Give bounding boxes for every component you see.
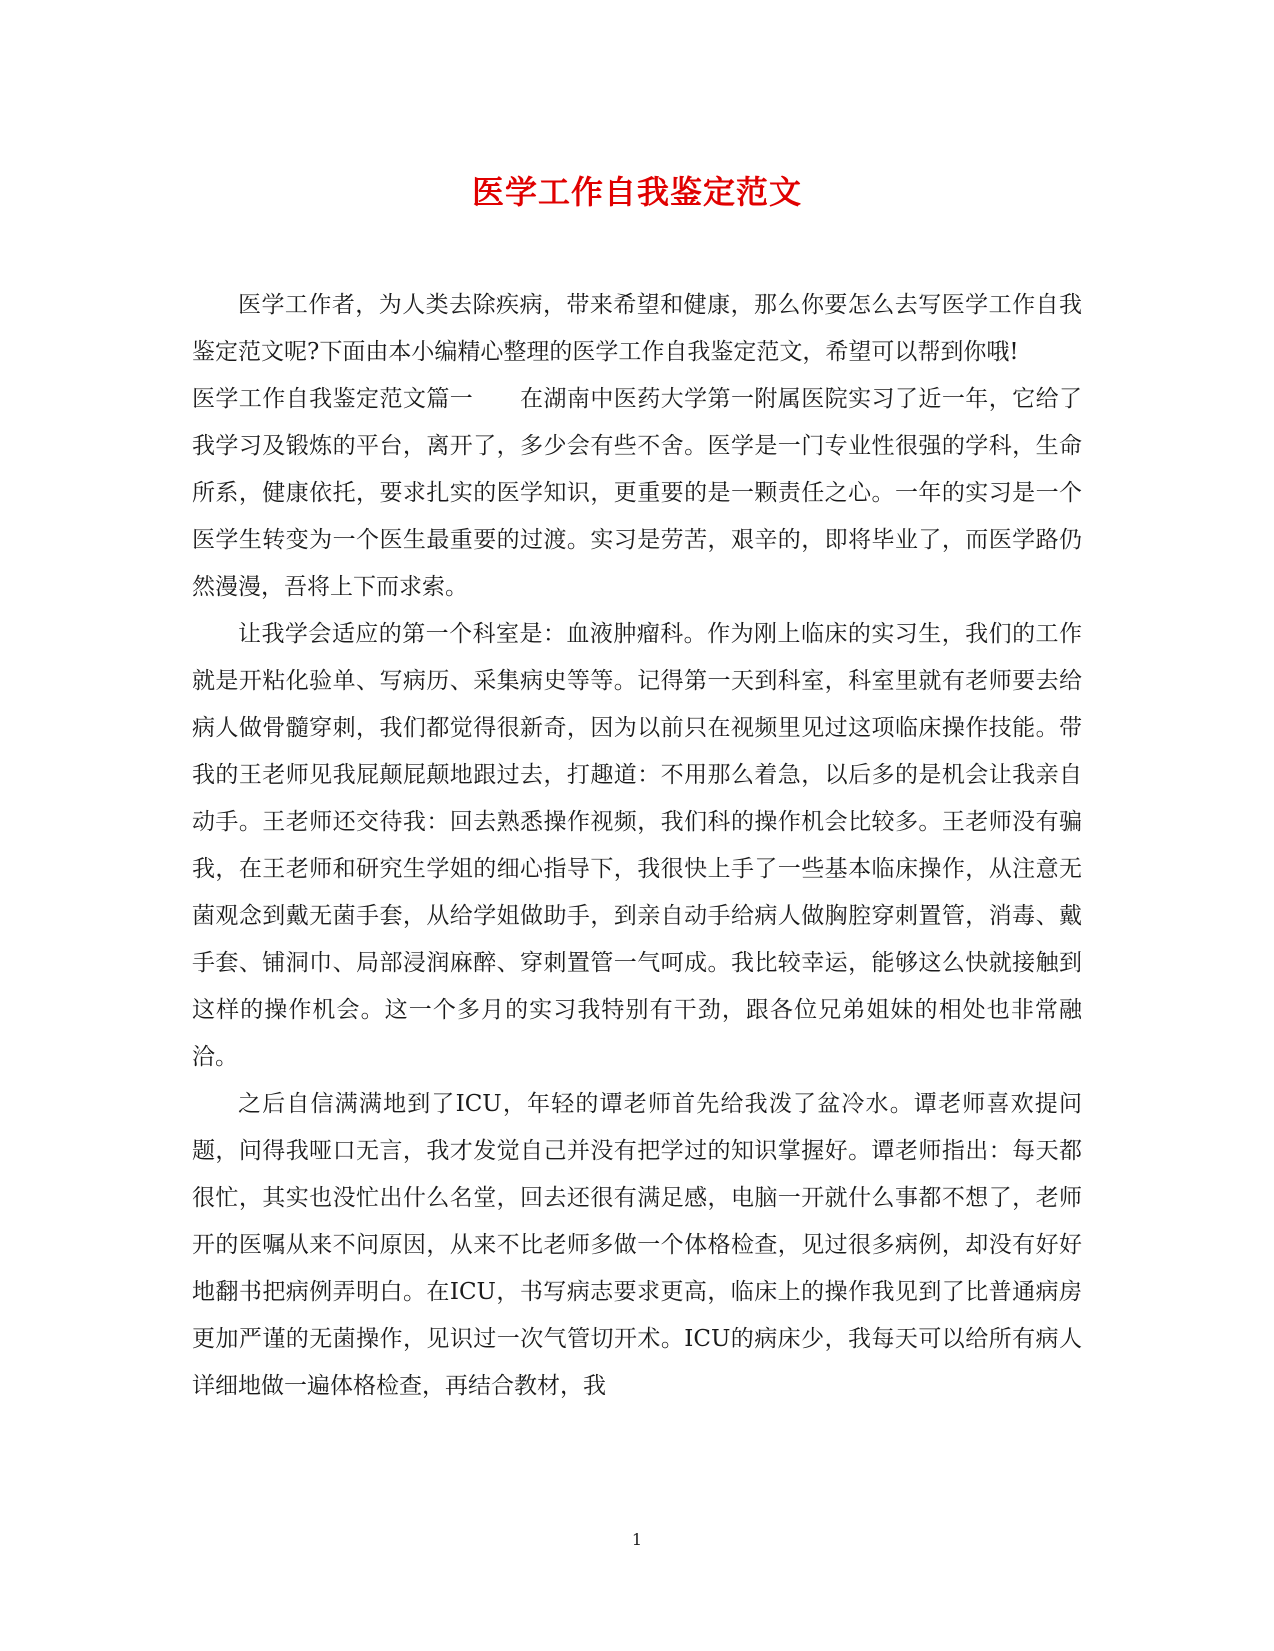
hematology-paragraph: 让我学会适应的第一个科室是：血液肿瘤科。作为刚上临床的实习生，我们的工作就是开粘化验单、写病历、采集病史等等。记得第一天到科室，科室里就有老师要去给病人做骨髓穿刺，我们都觉得很新奇，因为以前只在视频里见过这项临床操作技能。带我的王老师见我屁颠屁颠地跟过去，打趣道：不用那么着急，以后多的是机会让我亲自动手。王老师还交待我：回去熟悉操作视频，我们科的操作机会比较多。王老师没有骗我，在王老师和研究生学姐的细心指导下，我很快上手了一些基本临床操作，从注意无菌观念到戴无菌手套，从给学姐做助手，到亲自动手给病人做胸腔穿刺置管，消毒、戴手套、铺洞巾、局部浸润麻醉、穿刺置管一气呵成。我比较幸运，能够这么快就接触到这样的操作机会。这一个多月的实习我特别有干劲，跟各位兄弟姐妹的相处也非常融洽。	[192, 621, 1082, 1070]
document-body	[192, 282, 1082, 1410]
page-number: 1	[631, 1530, 643, 1549]
document-title: 医学工作自我鉴定范文	[471, 173, 802, 211]
section-one-paragraph: 医学工作自我鉴定范文篇一 在湖南中医药大学第一附属医院实习了近一年，它给了我学习及锻炼的平台，离开了，多少会有些不舍。医学是一门专业性很强的学科，生命所系，健康依托，要求扎实的医学知识，更重要的是一颗责任之心。一年的实习是一个医学生转变为一个医生最重要的过渡。实习是劳苦，艰辛的，即将毕业了，而医学路仍然漫漫，吾将上下而求索。	[192, 386, 1082, 600]
intro-paragraph: 医学工作者，为人类去除疾病，带来希望和健康，那么你要怎么去写医学工作自我鉴定范文呢?下面由本小编精心整理的医学工作自我鉴定范文，希望可以帮到你哦!	[192, 292, 1082, 365]
icu-paragraph: 之后自信满满地到了ICU，年轻的谭老师首先给我泼了盆冷水。谭老师喜欢提问题，问得我哑口无言，我才发觉自己并没有把学过的知识掌握好。谭老师指出：每天都很忙，其实也没忙出什么名堂，回去还很有满足感，电脑一开就什么事都不想了，老师开的医嘱从来不问原因，从来不比老师多做一个体格检查，见过很多病例，却没有好好地翻书把病例弄明白。在ICU，书写病志要求更高，临床上的操作我见到了比普通病房更加严谨的无菌操作，见识过一次气管切开术。ICU的病床少，我每天可以给所有病人详细地做一遍体格检查，再结合教材，我	[192, 1091, 1082, 1399]
